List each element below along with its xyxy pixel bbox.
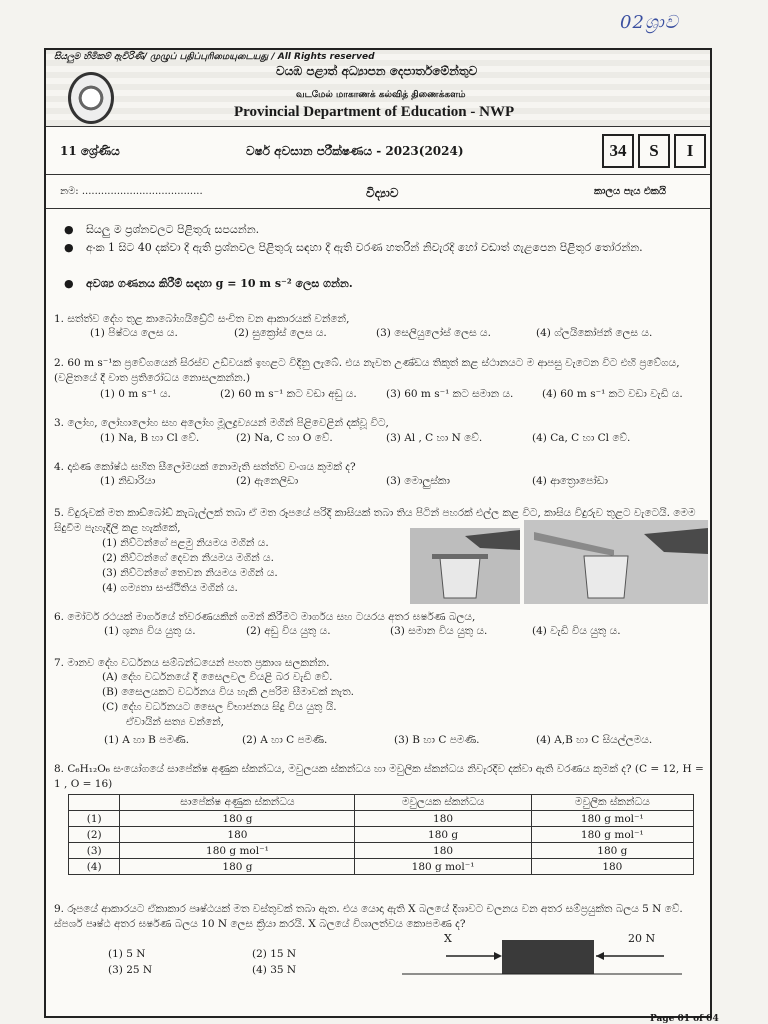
option: (1) නිඩාරියා [100,475,156,487]
dept-name-tamil: வடமேல் மாகாணக் கல்வித் திணைக்களம் [296,90,466,100]
instruction: ● අවශ්‍ය ගණනය කිරීම් සඳහා g = 10 m s⁻² ලෙස ගන්න. [64,277,353,290]
option: (1) 5 N [108,948,146,960]
option: (3) සෙලියුලෝස් ලෙස ය. [376,327,491,339]
instruction: ● සියලු ම ප්‍රශ්නවලට පිළිතුරු සපයන්න. [64,223,260,236]
dept-name-sinhala: වයඹ පළාත් අධ්‍යාපන දෙපාර්තමේන්තුව [276,64,478,78]
option: (2) 15 N [252,948,297,960]
option: (4) 35 N [252,964,297,976]
question-4: 4. දෘඪණ කෝෂ්ඨ සහිත සීලෝමයක් නොමැති සත්ත්ව වංශය කුමක් ද? [54,461,356,473]
option: (1) ශුන්‍ය විය යුතු ය. [104,625,196,637]
option: (4) ග්ලයිකෝජන් ලෙස ය. [536,327,653,339]
handwritten-note: 02ශ්‍රාව [620,12,679,33]
option: (1) 0 m s⁻¹ ය. [100,388,171,400]
option: (1) නිව්ටන්ගේ පළමු නියමය මගින් ය. [102,537,269,549]
option: (4) A,B හා C සියල්ලමය. [536,734,653,746]
option: (2) ඇනෙලිඩා [236,475,299,487]
option: (1) පිෂ්ටය ලෙස ය. [90,327,178,339]
subject-title: විද්‍යාව [366,186,399,200]
force-20n-label: 20 N [628,932,656,945]
option: (3) Al , C හා N වේ. [386,432,483,444]
table-header: මවුලික ස්කන්ධය [531,795,693,811]
option: (2) නිව්ටන්ගේ දෙවන නියමය මගින් ය. [102,552,274,564]
statement: (B) සෛලයකට වර්ධනය විය හැකි උපරිම සීමාවක් නැත. [102,686,354,698]
name-subject-row [46,176,710,209]
exam-info-row [46,128,710,175]
dept-name-english: Provincial Department of Education - NWP [234,104,515,120]
table-row: (2) 180 180 g 180 g mol⁻¹ [69,827,694,843]
code-box: I [674,134,706,168]
table-row: (3) 180 g mol⁻¹ 180 180 g [69,843,694,859]
option: (4) Ca, C හා Cl වේ. [532,432,631,444]
option: (1) Na, B හා Cl වේ. [100,432,200,444]
q8-options-table [68,794,694,875]
option: (3) 25 N [108,964,153,976]
coin-experiment-photo-1 [410,528,520,604]
option: (2) සුක්‍රෝස් ලෙස ය. [234,327,327,339]
question-2: 2. 60 m s⁻¹ක ප්‍රවේගයෙන් සිරස්ව උඩ්වයක් ඉහළට විදිනු ලැබේ. එය නැවත උණ්ඩය තිකුත් කළ ස්ථානයට ම ආපසු වැටෙන විට එහි ප්‍රවේගය, (වළිතයේ දී වාත ප්‍රතිරෝධය නොසලකන්න.) [54,357,680,384]
option: (4) ආත්‍රොපෝඩා [532,475,608,487]
emblem-icon [68,72,114,124]
instruction: ● අංක 1 සිට 40 දක්වා දී ඇති ප්‍රශ්නවල පිළිතුරු සඳහා දී ඇති වරණ හතරින් නිවැරදි හෝ වඩාත් ගැළපෙන පිළිතුර තෝරන්න. [64,241,643,254]
option: (4) ගම්‍යතා සංස්ථිතිය මගින් ය. [102,582,238,594]
table-header [69,795,120,811]
statement: (A) දේහ වර්ධනයේ දී සෛලවල වියළි බර වැඩි වේ. [102,671,333,683]
question-6: 6. මෝටර් රථයක් මාර්ගයේ ත්වරණයකින් ගමන් කිරීමට මාර්ගය සහ ටයරය අතර ඝර්ෂණ බලය, [54,611,476,623]
option: (3) සමාන විය යුතු ය. [390,625,488,637]
code-box: S [638,134,670,168]
option: (3) මොලුස්කා [386,475,450,487]
table-header: සාපේක්ෂ අණුක ස්කන්ධය [120,795,355,811]
exam-sheet [44,48,712,1018]
option: (4) 60 m s⁻¹ කට වඩා වැඩි ය. [542,388,683,400]
time-allowed: කාලය පැය එකයි [594,186,667,197]
paper-code [602,134,706,168]
page-number: Page 01 of 04 [650,1014,719,1024]
statement: (C) දේහ වර්ධනයට සෛල විභාජනය සිදු විය යුතු යි. [102,701,337,713]
table-row: (4) 180 g 180 g mol⁻¹ 180 [69,859,694,875]
option: (2) A හා C පමණි. [242,734,328,746]
header-banner [46,50,710,127]
exam-title: වර්ෂ අවසාන පරීක්ෂණය - 2023(2024) [246,144,464,158]
option: (2) අඩු විය යුතු ය. [246,625,331,637]
name-field: නම: ...................................... [60,186,203,197]
force-diagram [402,934,682,984]
question-1: 1. සත්ත්ව දේහ තුළ කාබෝහයිඩ්‍රේට් සංචිත වන ආකාරයක් වන්නේ, [54,313,350,325]
option: (4) වැඩි විය යුතු ය. [532,625,621,637]
coin-experiment-photo-2 [524,520,708,604]
option: (3) නිව්ටන්ගේ තෙවන නියමය මගින් ය. [102,567,278,579]
table-header: මවුලයක ස්කන්ධය [355,795,531,811]
statement: ඒවායින් සත්‍ය වන්නේ, [126,716,224,728]
question-9: 9. රූපයේ ආකාරයට ඒකාකාර පෘෂ්ඨයක් මත වස්තුවක් තබා ඇත. එය යොදා ඇති X බලයේ දිශාවට චලනය වන අතර සම්ප්‍රයුක්ත බලය 5 N වේ. ස්පර්ශ පෘෂ්ඨ අතර ඝර්ෂණ බලය 10 N ලෙස ක්‍රියා කරයි. X බලයේ විශාලත්වය කොපමණ ද? [54,903,683,930]
option: (3) 60 m s⁻¹ කට සමාන ය. [386,388,514,400]
question-7: 7. මානව දේහ වර්ධනය සම්බන්ධයෙන් පහත ප්‍රකාශ සලකන්න. [54,657,330,669]
question-3: 3. ලෝහ, ලෝහාලෝහ සහ අලෝහ මූලද්‍රව්‍යයන් මගින් පිළිවෙළින් දක්වූ විට, [54,417,389,429]
option: (2) 60 m s⁻¹ කට වඩා අඩු ය. [220,388,357,400]
option: (1) A හා B පමණි. [104,734,190,746]
grade-label: 11 ශ්‍රේණිය [60,144,120,158]
option: (3) B හා C පමණි. [394,734,480,746]
code-box: 34 [602,134,634,168]
option: (2) Na, C හා O වේ. [236,432,333,444]
table-row: (1) 180 g 180 180 g mol⁻¹ [69,811,694,827]
question-5: 5. විදුරුවක් මත කාඩ්බෝඩ් කැබැල්ලක් තබා ඒ මත රූපයේ පරිදි කාසියක් තබා තිය පිටින් පහරක් එල්ල කළ විට, කාසිය විදුරුව තුළට වැටෙයි. මෙම සිදුවීම පැහැදිලි කළ හැක්කේ, [54,507,696,534]
force-x-label: X [444,932,452,945]
rights-notice: සියලුම හිමිකම් ඇවිරිණි/ முழுப் பதிப்புரிமையுடையது / All Rights reserved [54,52,375,62]
question-8: 8. C₆H₁₂O₆ සංයෝගයේ සාපේක්ෂ අණුක ස්කන්ධය, මවුලයක ස්කන්ධය හා මවුලික ස්කන්ධය නිවැරදිව දක්වා ඇති වරණය කුමක් ද? (C = 12, H = 1 , O = 16) [54,763,704,790]
